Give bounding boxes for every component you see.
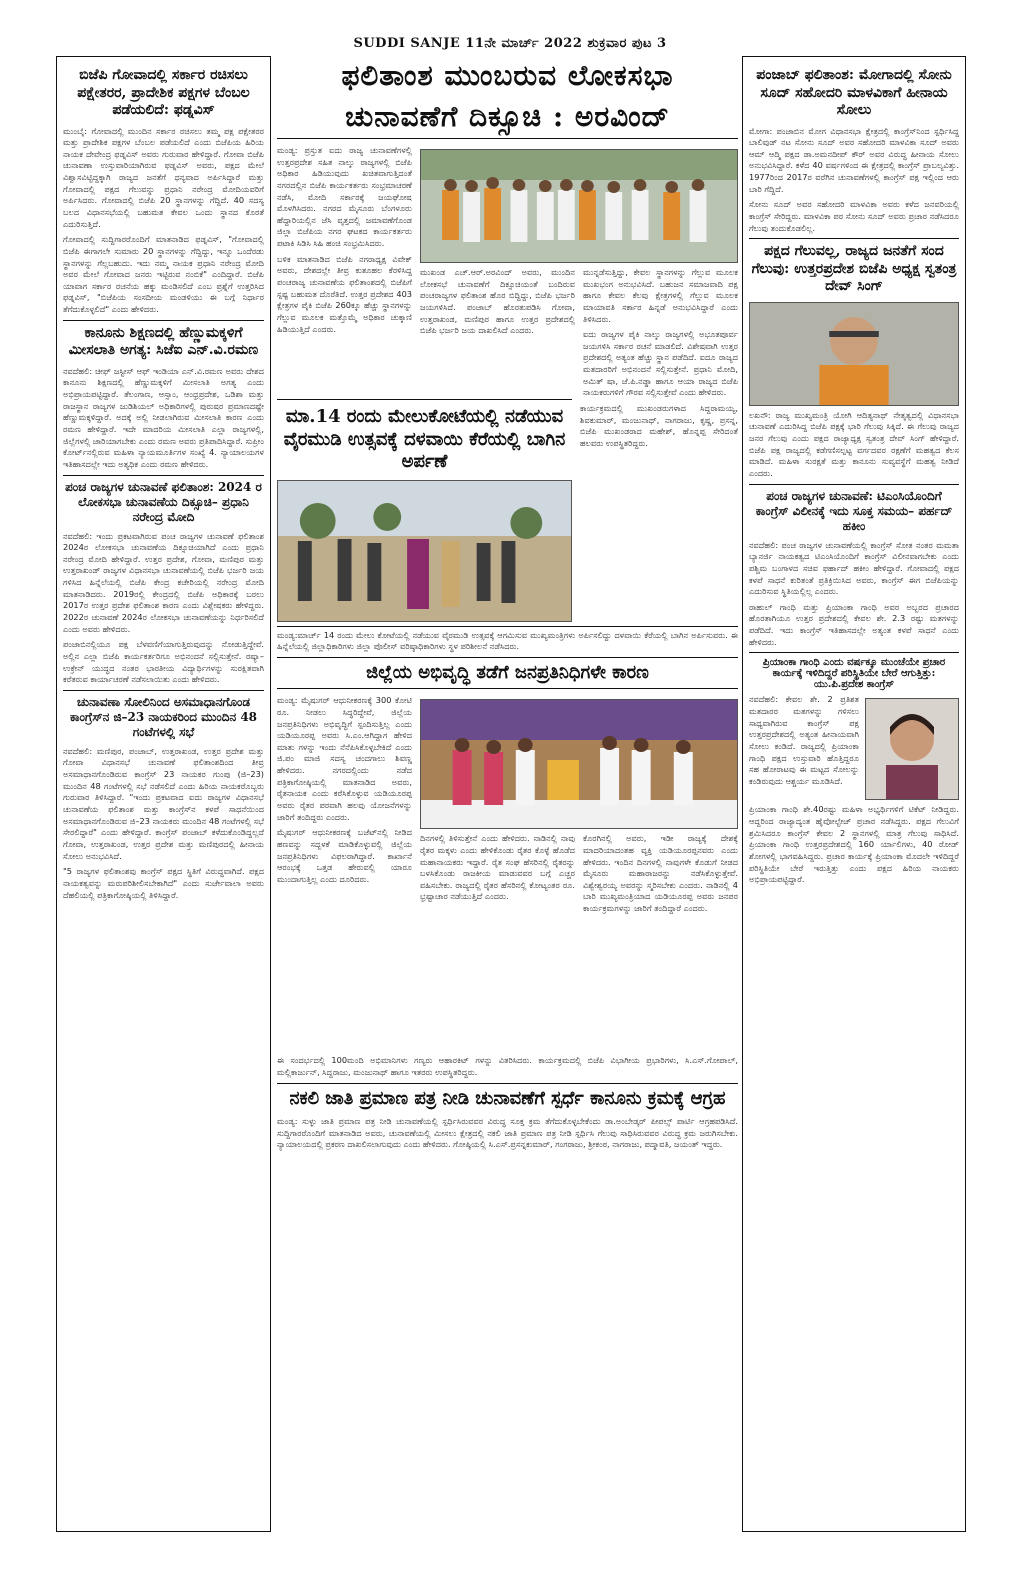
article-dev-p4: ಕೊರಗಿನಲ್ಲಿ ಅವರು, ಇಡೀ ರಾಜ್ಯಕ್ಕೆ ದೇಶಕ್ಕೆ ಮಾದರಿಯಾದಂತಹ ವ್ಯಕ್ತಿ ಯಡಿಯೂರಪ್ಪನವರು ಎಂದು ಹೇಳಿದರು. ಇಂದಿನ ದಿನಗಳಲ್ಲಿ ನಾವುಗಳೇ ಕೊಡುಗೆ ನೀಡದ ಮೈಸೂರು ಮಹಾರಾಜರನ್ನು ನಡೆಸಿಕೊಳ್ಳುತ್ತೇವೆ. ವಿಶ್ವೇಶ್ವರಯ್ಯ ಅವರನ್ನು ಸ್ಮರಿಸಬೇಕು ಎಂದರು. ನಾಡಿನಲ್ಲಿ 4 ಬಾರಿ ಮುಖ್ಯಮಂತ್ರಿಯಾದ ಯಡಿಯೂರಪ್ಪ ಅವರು ಜನಪರ ಕಾರ್ಯಕ್ರಮಗಳನ್ನು ಜಾರಿಗೆ ತಂದಿದ್ದಾರೆ ಎಂದರು. xyxy=(583,833,738,914)
article-aravind-p5: ಐದು ರಾಜ್ಯಗಳ ಪೈಕಿ ನಾಲ್ಕು ರಾಜ್ಯಗಳಲ್ಲಿ ಅಭೂತಪೂರ್ವ ಜಯಗಳಿಸಿ ಸರ್ಕಾರ ರಚನೆ ಮಾಡಲಿದೆ. ವಿಶೇಷವಾಗಿ ಉತ್ತರ ಪ್ರದೇಶದಲ್ಲಿ ಅತ್ಯಂತ ಹೆಚ್ಚು ಸ್ಥಾನ ಪಡೆದಿದೆ. ಐದೂ ರಾಜ್ಯದ ಮತದಾರರಿಗೆ ಅಭಿನಂದನೆ ಸಲ್ಲಿಸುತ್ತೇನೆ. ಪ್ರಧಾನಿ ಮೋದಿ, ಅಮಿತ್ ಷಾ, ಜೆ.ಪಿ.ನಡ್ಡಾ ಹಾಗೂ ಆಯಾ ರಾಜ್ಯದ ಬಿಜೆಪಿ ನಾಯಕರುಗಳಿಗೆ ಗೌರವ ಸಲ್ಲಿಸುತ್ತೇವೆ ಎಂದು ಹೇಳಿದರು. xyxy=(583,329,738,398)
masthead: SUDDI SANJE 11ನೇ ಮಾರ್ಚ್ 2022 ಶುಕ್ರವಾರ ಪುಟ 3 xyxy=(353,36,667,51)
article-up-bjp: ಲಖನೌ: ರಾಜ್ಯ ಮುಖ್ಯಮಂತ್ರಿ ಯೋಗಿ ಆದಿತ್ಯನಾಥ್ ನೇತೃತ್ವದಲ್ಲಿ ವಿಧಾನಸಭಾ ಚುನಾವಣೆ ಎದುರಿಸಿದ್ದ ಬಿಜೆಪಿ ಪಕ್ಷಕ್ಕೆ ಭಾರಿ ಗೆಲುವು ಸಿಕ್ಕಿದೆ. ಈ ಗೆಲುವು ರಾಜ್ಯದ ಜನರ ಗೆಲುವು ಎಂದು ಪಕ್ಷದ ರಾಜ್ಯಾಧ್ಯಕ್ಷ ಸ್ವತಂತ್ರ ದೇವ್ ಸಿಂಗ್ ಹೇಳಿದ್ದಾರೆ. ಬಿಜೆಪಿ ಪಕ್ಷ ರಾಜ್ಯದಲ್ಲಿ ಕಡೆಗಣಿಸಲ್ಪಟ್ಟ ವರ್ಗದವರ ರಕ್ಷಣೆಗೆ ಮಹತ್ವದ ಕೆಲಸ ಮಾಡಿದೆ. ಮಹಿಳಾ ಸುರಕ್ಷತೆ ಮತ್ತು ಕಾನೂನು ಸುವ್ಯವಸ್ಥೆಗೆ ಮಹತ್ವ ನೀಡಿದೆ ಎಂದರು. xyxy=(749,409,959,478)
photo-lake-inspection xyxy=(277,480,572,622)
divider xyxy=(63,690,264,691)
article-aravind-p2: ಬಳಿಕ ಮಾತನಾಡಿದ ಬಿಜೆಪಿ ನಗರಾಧ್ಯಕ್ಷ ವಿವೇಕ್ ಅವರು, ದೇಶದಲ್ಲೇ ತೀವ್ರ ಕುತೂಹಲ ಕೆರಳಿಸಿದ್ದ ಪಂಚರಾಜ್ಯ ಚುನಾವಣೆಯ ಫಲಿತಾಂಶದಲ್ಲಿ ಬಿಜೆಪಿಗೆ ಸ್ಪಷ್ಟ ಬಹುಮತ ದೊರೆತಿದೆ. ಉತ್ತರ ಪ್ರದೇಶದ 403 ಕ್ಷೇತ್ರಗಳ ಪೈಕಿ ಬಿಜೆಪಿ 260ಕ್ಕೂ ಹೆಚ್ಚು ಸ್ಥಾನಗಳನ್ನು ಗೆಲ್ಲುವ ಮೂಲಕ ಮತ್ತೊಮ್ಮೆ ಅಧಿಕಾರ ಚುಕ್ಕಾಣಿ ಹಿಡಿಯುತ್ತಿದೆ ಎಂದರು. xyxy=(277,253,412,334)
article-priyanka-p1: ನವದೆಹಲಿ: ಕೇವಲ ಶೇ. 2 ಪ್ರತಿಶತ ಮತದಾರರ ಮತಗಳನ್ನು ಗಳಿಸಲು ಸಾಧ್ಯವಾಗಿರುವ ಕಾಂಗ್ರೆಸ್ ಪಕ್ಷ ಉತ್ತರಪ್ರದೇಶದಲ್ಲಿ ಅತ್ಯಂತ ಹೀನಾಯವಾಗಿ ಸೋಲು ಕಂಡಿದೆ. ರಾಜ್ಯದಲ್ಲಿ ಪ್ರಿಯಾಂಕಾ ಗಾಂಧಿ ಪಕ್ಷದ ಉಸ್ತುವಾರಿ ಹೊತ್ತಿದ್ದರೂ ಸಹ ಹೋರಾಟವು ಈ ಮಟ್ಟದ ಸೋಲನ್ನು ಕಂಡಿರುವುದು ಆಶ್ಚರ್ಯ ಮೂಡಿಸಿದೆ. xyxy=(749,694,859,786)
divider xyxy=(749,652,959,653)
article-modi-p1: ನವದೆಹಲಿ: ಇಂದು ಪ್ರಕಟವಾಗಿರುವ ಪಂಚ ರಾಜ್ಯಗಳ ಚುನಾವಣೆ ಫಲಿತಾಂಶ 2024ರ ಲೋಕಸಭಾ ಚುನಾವಣೆಯ ದಿಕ್ಸೂಚಿಯಾಗಿದೆ ಎಂದು ಪ್ರಧಾನಿ ನರೇಂದ್ರ ಮೋದಿ ಹೇಳಿದ್ದಾರೆ. ಉತ್ತರ ಪ್ರದೇಶ, ಗೋವಾ, ಮಣಿಪುರ ಮತ್ತು ಉತ್ತರಾಖಂಡ್ ರಾಜ್ಯಗಳ ವಿಧಾನಸಭಾ ಚುನಾವಣೆಯಲ್ಲಿ ಬಿಜೆಪಿ ಭರ್ಜರಿ ಜಯ ಗಳಿಸಿದ ಹಿನ್ನೆಲೆಯಲ್ಲಿ ಬಿಜೆಪಿ ಕೇಂದ್ರ ಕಚೇರಿಯಲ್ಲಿ ನರೇಂದ್ರ ಮೋದಿ ಮಾತನಾಡಿದರು. 2019ರಲ್ಲಿ ಕೇಂದ್ರದಲ್ಲಿ ಬಿಜೆಪಿ ಅಧಿಕಾರಕ್ಕೆ ಬರಲು 2017ರ ಉತ್ತರ ಪ್ರದೇಶ ಫಲಿತಾಂಶ ಕಾರಣ ಎಂದು ವಿಶ್ಲೇಷಕರು ಹೇಳಿದ್ದರು. 2022ರ ಚುನಾವಣೆ 2024ರ ಲೋಕಸಭಾ ಚುನಾವಣೆಯನ್ನು ನಿರ್ಧರಿಸಲಿದೆ ಎಂದು ಅವರು ಹೇಳಿದರು. xyxy=(63,530,264,634)
article-fake-caste: ಮಂಡ್ಯ: ಸುಳ್ಳು ಜಾತಿ ಪ್ರಮಾಣ ಪತ್ರ ನೀಡಿ ಚುನಾವಣೆಯಲ್ಲಿ ಸ್ಪರ್ಧಿಸಿರುವವರ ವಿರುದ್ಧ ಸೂಕ್ತ ಕ್ರಮ ತೆಗೆದುಕೊಳ್ಳಬೇಕೆಂದು ಡಾ.ಅಂಬೇಡ್ಕರ್ ಪೀಪಲ್ಸ್ ಪಾರ್ಟಿ ಆಗ್ರಹಪಡಿಸಿದೆ. ಸುದ್ದಿಗಾರರೊಂದಿಗೆ ಮಾತನಾಡಿದ ಅವರು, ಚುನಾವಣೆಯಲ್ಲಿ ಮೀಸಲು ಕ್ಷೇತ್ರದಲ್ಲಿ ನಕಲಿ ಜಾತಿ ಪ್ರಮಾಣ ಪತ್ರ ನೀಡಿ ಸ್ಪರ್ಧಿಸಿ ಗೆಲುವು ಸಾಧಿಸಿರುವವರ ವಿರುದ್ಧ ಕ್ರಮ ಜರುಗಿಸಬೇಕು. ನ್ಯಾಯಾಲಯದಲ್ಲಿ ಪ್ರಕರಣ ದಾಖಲಿಸಲಾಗುವುದು ಎಂದು ಹೇಳಿದರು. ಗೋಷ್ಠಿಯಲ್ಲಿ ಸಿ.ಎಸ್.ಪ್ರಸನ್ನಕುಮಾರ್, ಗಂಗರಾಜು, ಶ್ರೀಕಂಠ, ನಾಗರಾಜು, ಪದ್ಮಾವತಿ, ಜಯಂತ್ ಇದ್ದರು. xyxy=(277,1116,738,1150)
headline-g23: ಚುನಾವಣಾ ಸೋಲಿನಿಂದ ಅಸಮಾಧಾನಗೊಂಡ ಕಾಂಗ್ರೆಸ್‌ನ ಜಿ–23 ನಾಯಕರಿಂದ ಮುಂದಿನ 48 ಗಂಟೆಗಳಲ್ಲಿ ಸಭೆ xyxy=(69,694,258,739)
photo-swatantra-dev-singh xyxy=(749,302,959,406)
article-aravind-p1: ಮಂಡ್ಯ: ಪ್ರಸ್ತುತ ಐದು ರಾಜ್ಯ ಚುನಾವಣೆಗಳಲ್ಲಿ ಉತ್ತರಪ್ರದೇಶ ಸಹಿತ ನಾಲ್ಕು ರಾಜ್ಯಗಳಲ್ಲಿ ಬಿಜೆಪಿ ಅಧಿಕಾರ ಹಿಡಿಯುವುದು ಖಚಿತವಾಗುತ್ತಿದಂತೆ ನಗರದಲ್ಲಿನ ಬಿಜೆಪಿ ಕಾರ್ಯಕರ್ತರು ಸಂಭ್ರಮಾಚರಣೆ ನಡೆಸಿ, ಮೋದಿ ಸರ್ಕಾರಕ್ಕೆ ಜಯಘೋಷ ಮೊಳಗಿಸಿದರು. ನಗರದ ಮೈಸೂರು ಬೆಂಗಳೂರು ಹೆದ್ದಾರಿಯಲ್ಲಿನ ಜೆಸಿ ವೃತ್ತದಲ್ಲಿ ಜಮಾವಣೆಗೊಂಡ ಜಿಲ್ಲಾ ಬಿಜೆಪಿಯ ನಗರ ಘಟಕದ ಕಾರ್ಯಕರ್ತರು ಪಟಾಕಿ ಸಿಡಿಸಿ ಸಿಹಿ ಹಂಚಿ ಸಂಭ್ರಮಿಸಿದರು. xyxy=(277,145,412,249)
divider xyxy=(749,238,959,239)
divider xyxy=(63,475,264,476)
left-column xyxy=(56,56,271,1532)
article-moga-p2: ಸೋನು ಸೂದ್ ಅವರ ಸಹೋದರಿ ಮಾಳವಿಕಾ ಅವರು ಕಳೆದ ಜನವರಿಯಲ್ಲಿ ಕಾಂಗ್ರೆಸ್ ಸೇರಿದ್ದರು. ಮಾಳವಿಕಾ ಪರ ಸೋನು ಸೂದ್ ಅವರು ಪ್ರಚಾರ ನಡೆಸಿದರೂ ಗೆಲುವು ತಂದುಕೊಡಲಿಲ್ಲ. xyxy=(749,199,959,233)
headline-district-development: ಜಿಲ್ಲೆಯ ಅಭಿವೃದ್ಧಿ ತಡೆಗೆ ಜನಪ್ರತಿನಿಧಿಗಳೇ ಕಾರಣ xyxy=(277,657,738,690)
middle-column xyxy=(277,56,738,1532)
article-dev-p2: ಮೈಷುಗರ್ ಆಧುನೀಕರಣಕ್ಕೆ ಬಜೆಟ್‌ನಲ್ಲಿ ನೀಡಿದ ಹಣವನ್ನು ಸದ್ಬಳಕೆ ಮಾಡಿಕೊಳ್ಳುವಲ್ಲಿ ಜಿಲ್ಲೆಯ ಜನಪ್ರತಿನಿಧಿಗಳು ವಿಫಲರಾಗಿದ್ದಾರೆ. ಕಾರ್ಖಾನೆ ಆರಂಭಕ್ಕೆ ಒತ್ತಡ ಹೇರುವಲ್ಲಿ ಯಾರೂ ಮುಂದಾಗುತ್ತಿಲ್ಲ ಎಂದು ದೂರಿದರು. xyxy=(277,827,412,884)
article-dev-p5: ಈ ಸಂದರ್ಭದಲ್ಲಿ 100ಮಂದಿ ಅಭಿಮಾನಿಗಳು ಗಣ್ಯರು ಆಹಾರಕಿಟ್ ಗಳನ್ನು ವಿತರಿಸಿದರು. ಕಾರ್ಯಕ್ರಮದಲ್ಲಿ ಬಿಜೆಪಿ ವಿಭಾಗೀಯ ಪ್ರಭಾರಿಗಳು, ಸಿ.ಎಸ್.ಗೋಪಾಲ್, ಮಲ್ಲಿಕಾರ್ಜುನ್, ಸಿದ್ದರಾಜು, ಮಂಜುನಾಥ್ ಹಾಗೂ ಇತರರು ಉಪಸ್ಥಿತರಿದ್ದರು. xyxy=(277,1055,738,1077)
photo-felicitation xyxy=(420,699,738,829)
headline-tmc-merger: ಪಂಚ ರಾಜ್ಯಗಳ ಚುನಾವಣೆ: ಟಿಎಂಸಿಯೊಂದಿಗೆ ಕಾಂಗ್ರೆಸ್ ವಿಲೀನಕ್ಕೆ ಇದು ಸೂಕ್ತ ಸಮಯ– ಪರ್ಹದ್ ಹಕೀಂ xyxy=(755,488,953,533)
photo-priyanka-gandhi xyxy=(865,698,959,800)
article-goa-p1: ಮುಂಬೈ: ಗೋವಾದಲ್ಲಿ ಮುಂದಿನ ಸರ್ಕಾರ ರಚಿಸಲು ತಮ್ಮ ಪಕ್ಷ ಪಕ್ಷೇತರರ ಮತ್ತು ಪ್ರಾದೇಶಿಕ ಪಕ್ಷಗಳ ಬೆಂಬಲ ಪಡೆಯಲಿದೆ ಎಂದು ಬಿಜೆಪಿಯ ಹಿರಿಯ ನಾಯಕ ದೇವೇಂದ್ರ ಫಡ್ನವಿಸ್ ಅವರು ಗುರುವಾರ ಹೇಳಿದ್ದಾರೆ. ಗೋವಾ ಬಿಜೆಪಿ ಚುನಾವಣಾ ಉಸ್ತುವಾರಿಯಾಗಿರುವ ಫಡ್ನವಿಸ್ ಅವರು, ಪಕ್ಷದ ಮೇಲೆ ವಿಶ್ವಾಸವಿಟ್ಟಿದ್ದಕ್ಕಾಗಿ ರಾಜ್ಯದ ಜನತೆಗೆ ಧನ್ಯವಾದ ಅರ್ಪಿಸಿದ್ದಾರೆ ಮತ್ತು ಗೋವಾದಲ್ಲಿ ಪಕ್ಷದ ಗೆಲುವನ್ನು ಪ್ರಧಾನಿ ನರೇಂದ್ರ ಮೋದಿಯವರಿಗೆ ಅರ್ಪಿಸಿದರು. ಗೋವಾದಲ್ಲಿ ಬಿಜೆಪಿ 20 ಸ್ಥಾನಗಳನ್ನು ಗೆದ್ದಿದೆ. 40 ಸದಸ್ಯ ಬಲದ ವಿಧಾನಸಭೆಯಲ್ಲಿ ಬಹುಮತ ಕೇವಲ ಒಂದು ಸ್ಥಾನದ ಕೊರತೆ ಎದುರಿಸುತ್ತಿದೆ. xyxy=(63,125,264,229)
article-aravind-p4: ಮುನ್ನಡೆಸುತ್ತಿದ್ದು, ಕೇವಲ ಸ್ಥಾನಗಳನ್ನು ಗೆಲ್ಲುವ ಮೂಲಕ ಮುಖಭಂಗ ಅನುಭವಿಸಿದೆ. ಬಹುಜನ ಸಮಾಜವಾದಿ ಪಕ್ಷ ಹಾಗೂ ಕೇವಲ ಕೆಲವು ಕ್ಷೇತ್ರಗಳಲ್ಲಿ ಗೆಲ್ಲುವ ಮೂಲಕ ಮಾಯಾವತಿ ಸರ್ಕಾರ ಹಿನ್ನಡೆ ಅನುಭವಿಸಿದ್ದಾರೆ ಎಂದು ತಿಳಿಸಿದರು. xyxy=(583,267,738,324)
article-priyanka-p2: ಪ್ರಿಯಾಂಕಾ ಗಾಂಧಿ ಶೇ.40ರಷ್ಟು ಮಹಿಳಾ ಅಭ್ಯರ್ಥಿಗಳಿಗೆ ಟಿಕೆಟ್ ನೀಡಿದ್ದರು. ಆದ್ದರಿಂದ ರಾಜ್ಯಾದ್ಯಂತ ಹೈವೋಲ್ಟೇಜ್ ಪ್ರಚಾರ ನಡೆಸಿದ್ದರು. ಪಕ್ಷದ ಗೆಲುವಿಗೆ ಶ್ರಮಿಸಿದರೂ ಕಾಂಗ್ರೆಸ್ ಕೇವಲ 2 ಸ್ಥಾನಗಳಲ್ಲಿ ಮಾತ್ರ ಗೆಲುವು ಸಾಧಿಸಿದೆ. ಪ್ರಿಯಾಂಕಾ ಗಾಂಧಿ ಉತ್ತರಪ್ರದೇಶದಲ್ಲಿ 160 ರ್ಯಾಲಿಗಳು, 40 ರೋಡ್ ಶೋಗಳಲ್ಲಿ ಭಾಗವಹಿಸಿದ್ದರು. ಪ್ರಚಾರ ಕಾರ್ಯಕ್ಕೆ ಪ್ರಿಯಾಂಕಾ ಮೊದಲೇ ಇಳಿದಿದ್ದರೆ ಪರಿಸ್ಥಿತಿಯೇ ಬೇರೆ ಇರುತ್ತಿತ್ತು ಎಂದು ಪಕ್ಷದ ಹಿರಿಯ ನಾಯಕರು ಅಭಿಪ್ರಾಯಪಟ್ಟಿದ್ದಾರೆ. xyxy=(749,804,959,885)
headline-result-line1: ಫಲಿತಾಂಶ ಮುಂಬರುವ ಲೋಕಸಭಾ xyxy=(341,59,674,92)
headline-law-reservation: ಕಾನೂನು ಶಿಕ್ಷಣದಲ್ಲಿ ಹೆಣ್ಣುಮಕ್ಕಳಿಗೆ ಮೀಸಲಾತಿ ಅಗತ್ಯ: ಸಿಜೆಐ ಎನ್.ವಿ.ರಮಣ xyxy=(68,324,259,359)
right-column xyxy=(742,56,966,1532)
article-moga-p1: ಮೋಗಾ: ಪಂಜಾಬಿನ ಮೋಗ ವಿಧಾನಸಭಾ ಕ್ಷೇತ್ರದಲ್ಲಿ ಕಾಂಗ್ರೆಸ್‌ನಿಂದ ಸ್ಪರ್ಧಿಸಿದ್ದ ಬಾಲಿವುಡ್ ನಟ ಸೋನು ಸೂದ್ ಅವರ ಸಹೋದರಿ ಮಾಳವಿಕಾ ಸೂದ್ ಅವರು ಆಮ್ ಆದ್ಮಿ ಪಕ್ಷದ ಡಾ.ಅಮನದೀಪ್ ಕೌರ್ ಅವರ ವಿರುದ್ಧ ಹೀನಾಯ ಸೋಲು ಅನುಭವಿಸಿದ್ದಾರೆ. ಕಳೆದ 40 ವರ್ಷಗಳಿಂದ ಈ ಕ್ಷೇತ್ರದಲ್ಲಿ ಕಾಂಗ್ರೆಸ್ ಪ್ರಾಬಲ್ಯವಿತ್ತು. 1977ರಿಂದ 2017ರ ವರೆಗಿನ ಚುನಾವಣೆಗಳಲ್ಲಿ ಕಾಂಗ್ರೆಸ್ ಪಕ್ಷ ಇಲ್ಲಿಂದ ಆರು ಬಾರಿ ಗೆದ್ದಿದೆ. xyxy=(749,125,959,194)
headline-moga: ಪಂಜಾಬ್ ಫಲಿತಾಂಶ: ಮೋಗಾದಲ್ಲಿ ಸೋನು ಸೂದ್ ಸಹೋದರಿ ಮಾಳವಿಕಾಗೆ ಹೀನಾಯ ಸೋಲು xyxy=(756,67,952,118)
headline-result-line2: ಚುನಾವಣೆಗೆ ದಿಕ್ಸೂಚಿ : ಅರವಿಂದ್ xyxy=(277,99,738,139)
article-modi-p2: ಪಂಜಾಬಿನಲ್ಲಿಯೂ ಪಕ್ಷ ಬೆಳವಣಿಗೆಯಾಗುತ್ತಿರುವುದನ್ನು ನೋಡುತ್ತಿದ್ದೇವೆ. ಅಲ್ಲಿನ ಎಲ್ಲಾ ಬಿಜೆಪಿ ಕಾರ್ಯಕರ್ತರಿಗೂ ಅಭಿನಂದನೆ ಸಲ್ಲಿಸುತ್ತೇನೆ. ರಷ್ಯಾ–ಉಕ್ರೇನ್ ಯುದ್ಧದ ನಂತರ ಭಾರತೀಯ ವಿದ್ಯಾರ್ಥಿಗಳನ್ನು ಸುರಕ್ಷಿತವಾಗಿ ಕರೆತರುವ ಕಾರ್ಯಾಚರಣೆ ನಡೆಸಲಾಯಿತು ಎಂದು ಹೇಳಿದರು. xyxy=(63,639,264,685)
headline-up-bjp: ಪಕ್ಷದ ಗೆಲುವಲ್ಲ, ರಾಜ್ಯದ ಜನತೆಗೆ ಸಂದ ಗೆಲುವು: ಉತ್ತರಪ್ರದೇಶ ಬಿಜೆಪಿ ಅಧ್ಯಕ್ಷ ಸ್ವತಂತ್ರ ದೇವ್ ಸಿಂಗ್ xyxy=(751,243,957,295)
article-g23-p2: "5 ರಾಜ್ಯಗಳ ಫಲಿತಾಂಶವು ಕಾಂಗ್ರೆಸ್ ಪಕ್ಷದ ಸ್ಥಿತಿಗೆ ವಿರುದ್ಧವಾಗಿದೆ. ಪಕ್ಷದ ನಾಯಕತ್ವವನ್ನು ಮರುಪರಿಶೀಲಿಸಬೇಕಾಗಿದೆ" ಎಂದು ಸುರ್ಜೇವಾಲಾ ಅವರು ದೆಹಲಿಯಲ್ಲಿ ಪತ್ರಿಕಾಗೋಷ್ಠಿಯಲ್ಲಿ ತಿಳಿಸಿದ್ದಾರೆ. xyxy=(63,866,264,900)
headline-fake-caste: ನಕಲಿ ಜಾತಿ ಪ್ರಮಾಣ ಪತ್ರ ನೀಡಿ ಚುನಾವಣೆಗೆ ಸ್ಪರ್ಧೆ ಕಾನೂನು ಕ್ರಮಕ್ಕೆ ಆಗ್ರಹ xyxy=(277,1083,738,1111)
headline-vairamudi: ಮಾ.14 ರಂದು ಮೇಲುಕೋಟೆಯಲ್ಲಿ ನಡೆಯುವ ವೈರಮುಡಿ ಉತ್ಸವಕ್ಕೆ ದಳವಾಯಿ ಕೆರೆಯಲ್ಲಿ ಬಾಗಿನ ಅರ್ಪಣೆ xyxy=(277,399,572,474)
article-results-summary: ಕಾರ್ಯಕ್ರಮದಲ್ಲಿ ಮುಖಂಡರುಗಳಾದ ಸಿದ್ದರಾಮಯ್ಯ, ಶಿವಕುಮಾರ್, ಮಂಜುನಾಥ್, ನಾಗರಾಜು, ಕೃಷ್ಣ, ಪ್ರಸನ್ನ, ಬಿಜೆಪಿ ಮುಖಂಡರಾದ ಮಹೇಶ್, ಹೊನ್ನಪ್ಪ ಸೇರಿದಂತೆ ಹಲವರು ಉಪಸ್ಥಿತರಿದ್ದರು. xyxy=(580,403,738,448)
caption-vairamudi: ಮಂಡ್ಯ:ಮಾರ್ಚ್ 14 ರಂದು ಮೇಲು ಕೋಟೆಯಲ್ಲಿ ನಡೆಯುವ ವೈರಮುಡಿ ಉತ್ಸವಕ್ಕೆ ಆಗಮಿಸುವ ಮುಖ್ಯಮಂತ್ರಿಗಳು ಅರ್ಪಿಸಲಿದ್ದು ದಳವಾಯಿ ಕೆರೆಯಲ್ಲಿ ಬಾಗಿನ ಅರ್ಪಿಸುವರು. ಈ ಹಿನ್ನೆಲೆಯಲ್ಲಿ ಜಿಲ್ಲಾಧಿಕಾರಿಗಳು ಜಿಲ್ಲಾ ಪೊಲೀಸ್ ವರಿಷ್ಠಾಧಿಕಾರಿಗಳು ಸ್ಥಳ ಪರಿಶೀಲನೆ ನಡೆಸಿದರು. xyxy=(277,626,738,653)
headline-goa-bjp: ಬಿಜೆಪಿ ಗೋವಾದಲ್ಲಿ ಸರ್ಕಾರ ರಚಿಸಲು ಪಕ್ಷೇತರರ, ಪ್ರಾದೇಶಿಕ ಪಕ್ಷಗಳ ಬೆಂಬಲ ಪಡೆಯಲಿದೆ: ಫಡ್ನವಿಸ್ xyxy=(77,67,250,118)
newspaper-page xyxy=(56,56,966,1532)
divider xyxy=(63,320,264,321)
article-aravind-p3: ಮುಖಂಡ ಎಚ್.ಆರ್.ಅರವಿಂದ್ ಅವರು, ಮುಂದಿನ ಲೋಕಸಭೆ ಚುನಾವಣೆಗೆ ದಿಕ್ಸೂಚಿಯಂತೆ ಬಂದಿರುವ ಪಂಚರಾಜ್ಯಗಳ ಫಲಿತಾಂಶ ಹೊರ ಬಿದ್ದಿದ್ದು, ಬಿಜೆಪಿ ಭರ್ಜರಿ ಜಯಗಳಿಸಿದೆ. ಪಂಜಾಬ್ ಹೊರತುಪಡಿಸಿ ಗೋವಾ, ಉತ್ತರಾಖಂಡ, ಮಣಿಪುರ ಹಾಗೂ ಉತ್ತರ ಪ್ರದೇಶದಲ್ಲಿ ಬಿಜೆಪಿ ಭರ್ಜರಿ ಜಯ ದಾಖಲಿಸಿದೆ ಎಂದರು. xyxy=(420,267,575,336)
article-dev-p1: ಮಂಡ್ಯ: ಮೈಷುಗರ್ ಆಧುನೀಕರಣಕ್ಕೆ 300 ಕೋಟಿ ರೂ. ನೀಡಲು ಸಿದ್ಧರಿದ್ದೇವೆ, ಜಿಲ್ಲೆಯ ಜನಪ್ರತಿನಿಧಿಗಳು ಅಭಿವೃದ್ಧಿಗೆ ಸ್ಪಂದಿಸುತ್ತಿಲ್ಲ ಎಂದು ಯಡಿಯೂರಪ್ಪ ಅವರು ಸಿ.ಎಂ.ಆಗಿದ್ದಾಗ ಹೇಳಿದ ಮಾತು ಗಳನ್ನು ಇಂದು ನೆನೆಪಿಸಿಕೊಳ್ಳಬೇಕಿದೆ ಎಂದು ಜಿ.ಪಂ ಮಾಜಿ ಸದಸ್ಯ ಚಂದಗಾಲು ಶಿವಣ್ಣ ಹೇಳಿದರು. ನಗರದಲ್ಲಿಂದು ನಡೆದ ಪತ್ರಿಕಾಗೋಷ್ಠಿಯಲ್ಲಿ ಮಾತನಾಡಿದ ಅವರು, ರೈತನಾಯಕ ಎಂದು ಕರೆಸಿಕೊಳ್ಳುವ ಯಡಿಯೂರಪ್ಪ ಅವರು ರೈತರ ಪರವಾಗಿ ಹಲವು ಯೋಜನೆಗಳನ್ನು ಜಾರಿಗೆ ತಂದಿದ್ದರು ಎಂದರು. xyxy=(277,695,412,822)
article-tmc-p2: ರಾಹುಲ್ ಗಾಂಧಿ ಮತ್ತು ಪ್ರಿಯಾಂಕಾ ಗಾಂಧಿ ಅವರ ಅಬ್ಬರದ ಪ್ರಚಾರದ ಹೊರತಾಗಿಯೂ ಉತ್ತರ ಪ್ರದೇಶದಲ್ಲಿ ಕೇವಲ ಶೇ. 2.3 ರಷ್ಟು ಮತಗಳನ್ನು ಪಡೆದಿದೆ. ಇದು ಕಾಂಗ್ರೆಸ್ ಇತಿಹಾಸದಲ್ಲೇ ಅತ್ಯಂತ ಕಳಪೆ ಸಾಧನೆ ಎಂದು ಹೇಳಿದರು. xyxy=(749,601,959,647)
photo-bjp-celebration xyxy=(420,149,738,263)
article-law-p1: ನವದೆಹಲಿ: ಚೀಫ್ ಜಸ್ಟೀಸ್ ಆಫ್ ಇಂಡಿಯಾ ಎನ್.ವಿ.ರಮಣ ಅವರು ದೇಶದ ಕಾನೂನು ಶಿಕ್ಷಣದಲ್ಲಿ ಹೆಣ್ಣುಮಕ್ಕಳಿಗೆ ಮೀಸಲಾತಿ ಅಗತ್ಯ ಎಂದು ಅಭಿಪ್ರಾಯಪಟ್ಟಿದ್ದಾರೆ. ತೆಲಂಗಾಣ, ಆಸ್ಸಾಂ, ಆಂಧ್ರಪ್ರದೇಶ, ಒಡಿಶಾ ಮತ್ತು ರಾಜಸ್ಥಾನ ರಾಜ್ಯಗಳ ಜುಡಿಶಿಯಲ್ ಅಧಿಕಾರಿಗಳಲ್ಲಿ ಪುರುಷರ ಪ್ರಮಾಣದಷ್ಟೇ ಹೆಣ್ಣುಮಕ್ಕಳಿದ್ದಾರೆ. ಅದಕ್ಕೆ ಅಲ್ಲಿ ನೀಡಲಾಗಿರುವ ಮೀಸಲಾತಿ ಕಾರಣ ಎಂದು ರಮಣ ಹೇಳಿದ್ದಾರೆ. ಇದೇ ಮಾದರಿಯ ಮೀಸಲಾತಿ ಎಲ್ಲಾ ರಾಜ್ಯಗಳಲ್ಲಿ, ಜಿಲ್ಲೆಗಳಲ್ಲಿ ಜಾರಿಯಾಗಬೇಕು ಎಂದು ರಮಣ ಅವರು ಪ್ರತಿಪಾದಿಸಿದ್ದಾರೆ. ಸುಪ್ರೀಂ ಕೋರ್ಟ್‌ನಲ್ಲಿರುವ ಮಹಿಳಾ ನ್ಯಾಯಮೂರ್ತಿಗಳ ಸಂಖ್ಯೆ 4. ನ್ಯಾಯಾಲಯಗಳ ಇತಿಹಾಸದಲ್ಲೇ ಇದು ಅತ್ಯಧಿಕ ಎಂದು ರಮಣ ಹೇಳಿದರು. xyxy=(63,365,264,469)
headline-five-states-modi: ಪಂಚ ರಾಜ್ಯಗಳ ಚುನಾವಣೆ ಫಲಿತಾಂಶ: 2024 ರ ಲೋಕಸಭಾ ಚುನಾವಣೆಯ ದಿಕ್ಸೂಚಿ– ಪ್ರಧಾನಿ ನರೇಂದ್ರ ಮೋದಿ xyxy=(65,479,262,524)
article-tmc-p1: ನವದೆಹಲಿ: ಪಂಚ ರಾಜ್ಯಗಳ ಚುನಾವಣೆಯಲ್ಲಿ ಕಾಂಗ್ರೆಸ್ ಸೋತ ನಂತರ ಮಮತಾ ಬ್ಯಾನರ್ಜಿ ನಾಯಕತ್ವದ ಟಿಎಂಸಿಯೊಂದಿಗೆ ಕಾಂಗ್ರೆಸ್ ವಿಲೀನವಾಗಬೇಕು ಎಂದು ಪಶ್ಚಿಮ ಬಂಗಾಳದ ಸಚಿವ ಫರ್ಹಾದ್ ಹಕೀಂ ಹೇಳಿದ್ದಾರೆ. ಗೋವಾದಲ್ಲಿ ಪಕ್ಷದ ಕಳಪೆ ಸಾಧನೆ ಕುರಿತಂತೆ ಪ್ರತಿಕ್ರಿಯಿಸಿದ ಅವರು, ಕಾಂಗ್ರೆಸ್ ಈಗ ಬಿಜೆಪಿಯನ್ನು ಎದುರಿಸುವ ಸ್ಥಿತಿಯಲ್ಲಿಲ್ಲ ಎಂದರು. xyxy=(749,539,959,597)
divider xyxy=(749,484,959,485)
article-dev-p3: ದಿನಗಳಲ್ಲಿ ತಿಳಿಸುತ್ತೇನೆ ಎಂದು ಹೇಳಿದರು. ನಾಡಿನಲ್ಲಿ ನಾವು ರೈತರ ಮಕ್ಕಳು ಎಂದು ಹೇಳಿಕೊಂಡು ರೈತರ ಕೊಳ್ಳೆ ಹೊಡೆದ ಮಹಾನಾಯಕರು ಇದ್ದಾರೆ. ರೈತ ಸಂಘ ಹೆಸರಿನಲ್ಲಿ ರೈತರನ್ನು ಬಳಸಿಕೊಂಡು ರಾಜಕೀಯ ಮಾಡುವವರ ಬಗ್ಗೆ ಎಚ್ಚರ ವಹಿಸಬೇಕು. ರಾಜ್ಯದಲ್ಲಿ ರೈತರ ಹೆಸರಿನಲ್ಲಿ ಕೋಟ್ಯಂತರ ರೂ. ಭ್ರಷ್ಟಾಚಾರ ನಡೆಯುತ್ತಿದೆ ಎಂದರು. xyxy=(420,833,575,902)
article-g23-p1: ನವದೆಹಲಿ: ಮಣಿಪುರ, ಪಂಜಾಬ್, ಉತ್ತರಾಖಂಡ, ಉತ್ತರ ಪ್ರದೇಶ ಮತ್ತು ಗೋವಾ ವಿಧಾನಸಭೆ ಚುನಾವಣೆ ಫಲಿತಾಂಶದಿಂದ ತೀವ್ರ ಅಸಮಾಧಾನಗೊಂಡಿರುವ ಕಾಂಗ್ರೆಸ್ 23 ನಾಯಕರ ಗುಂಪು (ಜಿ–23) ಮುಂದಿನ 48 ಗಂಟೆಗಳಲ್ಲಿ ಸಭೆ ನಡೆಸಲಿದೆ ಎಂದು ಹಿರಿಯ ನಾಯಕರೊಬ್ಬರು ಗುರುವಾರ ತಿಳಿಸಿದ್ದಾರೆ. "ಇಂದು ಪ್ರಕಟವಾದ ಐದು ರಾಜ್ಯಗಳ ವಿಧಾನಸಭೆ ಚುನಾವಣೆಯ ಫಲಿತಾಂಶ ಮತ್ತು ಕಾಂಗ್ರೆಸ್‌ನ ಕಳಪೆ ಸಾಧನೆಯಿಂದ ಅಸಮಾಧಾನಗೊಂಡಿರುವ ಜಿ–23 ನಾಯಕರು ಮುಂದಿನ 48 ಗಂಟೆಗಳಲ್ಲಿ ಸಭೆ ಸೇರಲಿದ್ದಾರೆ" ಎಂದು ಹೇಳಿದ್ದಾರೆ. ಕಾಂಗ್ರೆಸ್ ಪಂಜಾಬ್ ಕಳೆದುಕೊಂಡಿದ್ದಲ್ಲದೆ ಗೋವಾ, ಉತ್ತರಾಖಂಡ, ಉತ್ತರ ಪ್ರದೇಶ ಮತ್ತು ಮಣಿಪುರದಲ್ಲಿ ಹೀನಾಯ ಸೋಲು ಅನುಭವಿಸಿದೆ. xyxy=(63,745,264,861)
headline-priyanka: ಪ್ರಿಯಾಂಕಾ ಗಾಂಧಿ ಎಂದು ವರ್ಷಕ್ಕೂ ಮುಂಚೆಯೇ ಪ್ರಚಾರ ಕಾರ್ಯಕ್ಕೆ ಇಳಿದಿದ್ದರೆ ಪರಿಸ್ಥಿತಿಯೇ ಬೇರೆ ಆಗುತ್ತಿತ್ತು: ಯು.ಪಿ.ಪ್ರದೇಶ ಕಾಂಗ್ರೆಸ್ xyxy=(762,657,946,691)
article-goa-p2: ಗೋವಾದಲ್ಲಿ ಸುದ್ದಿಗಾರರೊಂದಿಗೆ ಮಾತನಾಡಿದ ಫಡ್ನವಿಸ್, "ಗೋವಾದಲ್ಲಿ ಬಿಜೆಪಿ ಈಗಾಗಲೇ ಸುಮಾರು 20 ಸ್ಥಾನಗಳನ್ನು ಗೆದ್ದಿದ್ದು, ಇನ್ನೂ ಒಂದೆರಡು ಸ್ಥಾನಗಳನ್ನು ಗೆಲ್ಲಬಹುದು. ಇದು ನಮ್ಮ ನಾಯಕ ಪ್ರಧಾನಿ ನರೇಂದ್ರ ಮೋದಿ ಅವರ ಮೇಲೆ ಗೋವಾದ ಜನರು ಇಟ್ಟಿರುವ ನಂಬಿಕೆ" ಎಂದಿದ್ದಾರೆ. ಬಿಜೆಪಿ ಯಾವಾಗ ಸರ್ಕಾರ ರಚನೆಯ ಹಕ್ಕು ಮಂಡಿಸಲಿದೆ ಎಂಬ ಪ್ರಶ್ನೆಗೆ ಉತ್ತರಿಸಿದ ಫಡ್ನವಿಸ್, "ಬಿಜೆಪಿಯ ಸಂಸದೀಯ ಮಂಡಳಿಯು ಈ ಬಗ್ಗೆ ನಿರ್ಧಾರ ತೆಗೆದುಕೊಳ್ಳಲಿದೆ" ಎಂದು ಹೇಳಿದರು. xyxy=(63,234,264,315)
